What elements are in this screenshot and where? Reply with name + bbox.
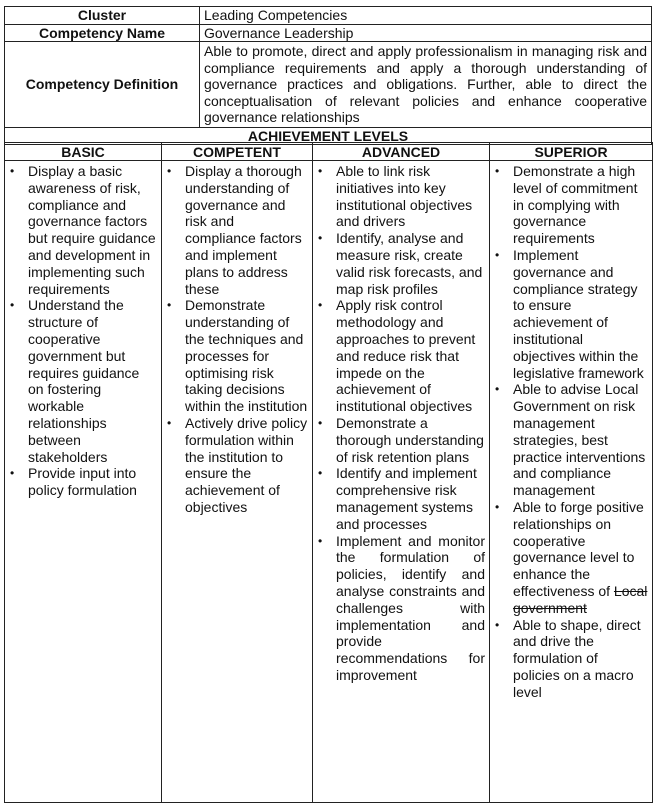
list-item — [162, 297, 308, 415]
bullet-icon: • — [167, 415, 172, 430]
bullet-icon: • — [318, 415, 323, 430]
bullet-icon: • — [495, 164, 500, 178]
list-item-text: Provide input into policy formulation — [28, 465, 137, 499]
list-item-text: Demonstrate a thorough understanding of risk retention plans — [336, 414, 484, 465]
list-item-text: Able to advise Local Government on risk management strategies, best practice interventions and compliance management — [513, 381, 646, 499]
list-item — [490, 163, 648, 247]
level-content-row — [5, 161, 653, 803]
list-item — [490, 499, 648, 617]
list-item-text: Able to link risk initiatives into key institutional objectives and drivers — [336, 163, 473, 230]
list-item — [5, 465, 157, 499]
level-header-advanced: ADVANCED — [313, 143, 490, 161]
competency-definition-value: Able to promote, direct and apply professionalism in managing risk and compliance requirements and apply a thorough understanding of governance practices and obligations. Further, able to direct the conceptualisation of relevant policies and enhance cooperative governance relationships — [200, 42, 652, 128]
list-item — [313, 533, 485, 684]
bullet-icon: • — [10, 164, 15, 178]
competency-definition-row — [5, 42, 652, 128]
level-header-competent: COMPETENT — [162, 143, 313, 161]
basic-cell — [5, 161, 162, 803]
list-item — [313, 415, 485, 465]
advanced-list — [313, 163, 485, 684]
level-header-superior: SUPERIOR — [490, 143, 653, 161]
list-item — [313, 465, 485, 532]
list-item-text: Able to shape, direct and drive the formulation of policies on a macro level — [513, 616, 641, 700]
superior-cell — [490, 161, 653, 803]
level-header-row — [5, 143, 653, 161]
list-item-text: Able to forge positive relationships on cooperative governance level to enhance the effectiveness of — [513, 498, 644, 599]
list-item-text: Identify and implement comprehensive risk management systems and processes — [336, 465, 477, 532]
list-item-text: Apply risk control methodology and approaches to prevent and reduce risk that impede on the achievement of institutional objectives — [336, 297, 476, 415]
bullet-icon: • — [10, 298, 15, 313]
competency-name-label: Competency Name — [5, 24, 200, 42]
list-item — [162, 415, 308, 516]
list-item — [162, 163, 308, 297]
advanced-cell — [313, 161, 490, 803]
list-item-text: Understand the structure of cooperative government but requires guidance on fostering workable relationships between stakeholders — [28, 297, 140, 465]
list-item — [490, 381, 648, 499]
bullet-icon: • — [495, 382, 500, 397]
list-item-text: Demonstrate understanding of the techniques and processes for optimising risk taking decisions within the institution — [185, 297, 308, 415]
bullet-icon: • — [167, 164, 172, 178]
list-item-text: Implement governance and compliance strategy to ensure achievement of institutional objectives within the legislative framework — [513, 246, 644, 381]
list-item-text: Implement and monitor the formulation of policies, identify and analyse constraints and challenges with implementation and provide recommendations for improvement — [336, 532, 485, 683]
list-item — [490, 247, 648, 381]
cluster-value: Leading Competencies — [200, 7, 652, 25]
bullet-icon: • — [318, 466, 323, 481]
bullet-icon: • — [495, 617, 500, 632]
basic-list — [5, 163, 157, 499]
competent-cell — [162, 161, 313, 803]
struck-text: Local government — [513, 582, 648, 616]
list-item — [313, 230, 485, 297]
list-item — [5, 163, 157, 297]
bullet-icon: • — [10, 466, 15, 481]
competency-name-row — [5, 24, 652, 42]
level-header-basic: BASIC — [5, 143, 162, 161]
list-item-text: Identify, analyse and measure risk, create valid risk forecasts, and map risk profiles — [336, 230, 483, 297]
bullet-icon: • — [318, 533, 323, 548]
list-item — [313, 163, 485, 230]
competency-name-value: Governance Leadership — [200, 24, 652, 42]
bullet-icon: • — [167, 298, 172, 313]
achievement-levels-title: ACHIEVEMENT LEVELS — [5, 127, 652, 145]
list-item — [5, 297, 157, 465]
superior-list — [490, 163, 648, 701]
bullet-icon: • — [495, 499, 500, 514]
list-item-text: Actively drive policy formulation within the institution to ensure the achievement of objectives — [185, 414, 308, 515]
cluster-label: Cluster — [5, 7, 200, 25]
competency-definition-label: Competency Definition — [5, 42, 200, 128]
list-item-text: Demonstrate a high level of commitment in complying with governance requirements — [513, 163, 638, 247]
bullet-icon: • — [318, 298, 323, 313]
list-item — [313, 297, 485, 415]
list-item-text: Display a thorough understanding of governance and risk and compliance factors and implement plans to address these — [185, 163, 302, 297]
bullet-icon: • — [495, 247, 500, 262]
cluster-row — [5, 7, 652, 25]
list-item-text: Display a basic awareness of risk, compliance and governance factors but require guidance and development in implementing such requirements — [28, 163, 156, 297]
list-item — [490, 617, 648, 701]
achievement-levels-table — [4, 142, 653, 803]
bullet-icon: • — [318, 231, 323, 246]
competency-header-table — [4, 6, 652, 145]
bullet-icon: • — [318, 164, 323, 178]
competent-list — [162, 163, 308, 516]
